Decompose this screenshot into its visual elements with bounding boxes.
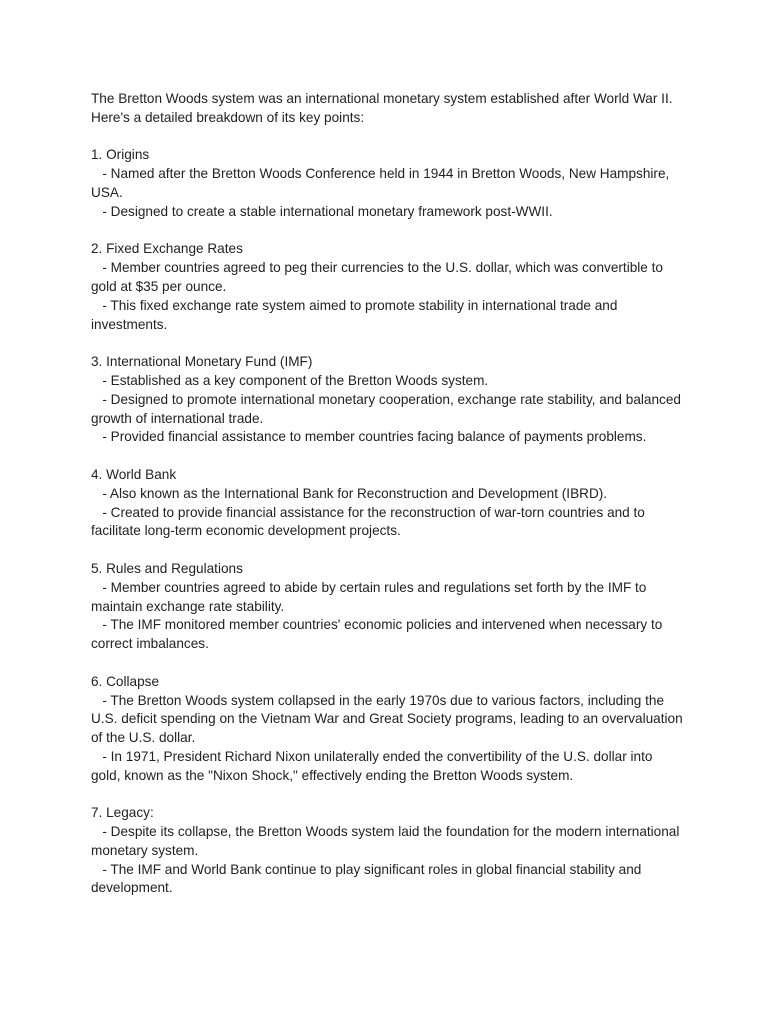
bullet-item: - This fixed exchange rate system aimed to promote stability in international trade and investments. bbox=[91, 297, 622, 332]
bullet-item: - Created to provide financial assistance for the reconstruction of war-torn countries and to facilitate long-term economic development projects. bbox=[91, 504, 649, 539]
section-title: 6. Collapse bbox=[91, 673, 160, 689]
bullet-item: - Designed to promote international monetary cooperation, exchange rate stability, and balanced growth of international trade. bbox=[91, 391, 685, 426]
bullet-item: - In 1971, President Richard Nixon unilaterally ended the convertibility of the U.S. dollar into gold, known as the "Nixon Shock," effectively ending the Bretton Woods system. bbox=[91, 748, 657, 783]
section-title: 4. World Bank bbox=[91, 466, 177, 482]
bullet-item: - Member countries agreed to peg their currencies to the U.S. dollar, which was convertible to gold at $35 per ounce. bbox=[91, 260, 667, 294]
section-title: 5. Rules and Regulations bbox=[91, 560, 243, 576]
section-origins bbox=[91, 146, 683, 221]
section-legacy bbox=[91, 804, 683, 898]
section-rules-and-regulations bbox=[91, 560, 683, 654]
bullet-item: - Named after the Bretton Woods Conference held in 1944 in Bretton Woods, New Hampshire, USA. bbox=[91, 166, 674, 200]
bullet-item: - Established as a key component of the Bretton Woods system. bbox=[102, 372, 489, 388]
bullet-item: - Also known as the International Bank for Reconstruction and Development (IBRD). bbox=[102, 485, 608, 501]
bullet-item: - Provided financial assistance to member countries facing balance of payments problems. bbox=[102, 429, 647, 445]
section-title: 3. International Monetary Fund (IMF) bbox=[91, 354, 313, 370]
section-title: 1. Origins bbox=[91, 147, 150, 163]
bullet-item: - Designed to create a stable international monetary framework post-WWII. bbox=[102, 203, 553, 219]
section-fixed-exchange-rates bbox=[91, 240, 683, 334]
bullet-item: - The IMF monitored member countries' economic policies and intervened when necessary to correct imbalances. bbox=[91, 617, 667, 652]
section-title: 2. Fixed Exchange Rates bbox=[91, 241, 243, 257]
section-imf bbox=[91, 353, 683, 447]
section-world-bank bbox=[91, 466, 683, 541]
bullet-item: - Member countries agreed to abide by certain rules and regulations set forth by the IMF to maintain exchange rate stability. bbox=[91, 579, 651, 614]
document-page bbox=[91, 90, 687, 917]
section-collapse bbox=[91, 673, 687, 786]
bullet-item: - Despite its collapse, the Bretton Woods system laid the foundation for the modern international monetary system. bbox=[91, 824, 684, 858]
bullet-item: - The IMF and World Bank continue to play significant roles in global financial stability and development. bbox=[91, 861, 646, 896]
section-title: 7. Legacy: bbox=[91, 805, 154, 821]
bullet-item: - The Bretton Woods system collapsed in the early 1970s due to various factors, including the U.S. deficit spending on the Vietnam War and Great Society programs, leading to an overvaluation of the U.S. dollar. bbox=[91, 692, 687, 746]
intro-paragraph: The Bretton Woods system was an international monetary system established after World War II. Here's a detailed breakdown of its key points: bbox=[91, 91, 673, 125]
